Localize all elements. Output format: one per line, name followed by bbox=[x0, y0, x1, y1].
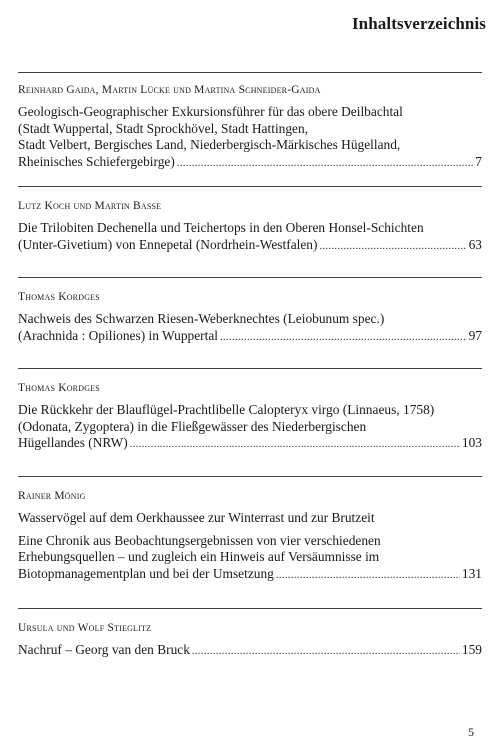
entry-title-line: (Arachnida : Opiliones) in Wuppertal bbox=[18, 327, 219, 343]
toc-entry bbox=[18, 622, 482, 661]
entry-last-line bbox=[18, 566, 482, 585]
entry-authors: Lutz Koch und Martin Basse bbox=[18, 200, 162, 212]
dot-leader bbox=[220, 330, 467, 347]
dot-leader bbox=[319, 239, 466, 256]
dot-leader bbox=[177, 156, 473, 173]
entry-last-line bbox=[18, 642, 482, 661]
entry-title-line: Hügellandes (NRW) bbox=[18, 435, 128, 450]
toc-entry bbox=[18, 490, 482, 584]
divider bbox=[18, 368, 482, 369]
entry-page-number: 97 bbox=[468, 327, 482, 343]
toc-entry bbox=[18, 84, 482, 172]
entry-page-number: 7 bbox=[475, 153, 482, 169]
entry-last-line bbox=[18, 154, 482, 173]
page-number: 5 bbox=[468, 725, 474, 739]
entry-title-line: Nachruf – Georg van den Bruck bbox=[18, 642, 190, 657]
entry-subtitle: Wasservögel auf dem Oerkhaussee zur Winterrast und zur Brutzeit bbox=[18, 510, 375, 525]
toc-entry bbox=[18, 291, 482, 346]
dot-leader bbox=[130, 437, 460, 454]
entry-authors: Reinhard Gaida, Martin Lücke und Martina Schneider-Gaida bbox=[18, 84, 321, 96]
entry-title-line: Rheinisches Schiefergebirge) bbox=[18, 153, 175, 169]
entry-title-line: Biotopmanagementplan und bei der Umsetzung bbox=[18, 565, 274, 581]
entry-title-line: Nachweis des Schwarzen Riesen-Weberknechtes (Leiobunum spec.) bbox=[18, 311, 385, 326]
divider bbox=[18, 72, 482, 73]
entry-title-line: Die Trilobiten Dechenella und Teichertops in den Oberen Honsel-Schichten bbox=[18, 220, 424, 235]
entry-page-number: 103 bbox=[461, 435, 482, 450]
entry-authors: Thomas Kordges bbox=[18, 291, 100, 303]
entry-last-line bbox=[18, 435, 482, 454]
toc-entry bbox=[18, 382, 482, 454]
entry-page-number: 63 bbox=[468, 236, 482, 252]
toc-entry bbox=[18, 200, 482, 255]
entry-page-number: 159 bbox=[461, 642, 482, 657]
entry-title-line: Die Rückkehr der Blauflügel-Prachtlibelle Calopteryx virgo (Linnaeus, 1758) bbox=[18, 402, 435, 417]
divider bbox=[18, 608, 482, 609]
entry-authors: Thomas Kordges bbox=[18, 382, 100, 394]
divider bbox=[18, 476, 482, 477]
dot-leader bbox=[276, 568, 460, 585]
entry-page-number: 131 bbox=[461, 565, 482, 581]
divider bbox=[18, 186, 482, 187]
entry-title-line: Geologisch-Geographischer Exkursionsführer für das obere Deilbachtal bbox=[18, 104, 403, 119]
entry-authors: Ursula und Wolf Stieglitz bbox=[18, 622, 152, 634]
dot-leader bbox=[192, 644, 460, 661]
entry-last-line bbox=[18, 237, 482, 256]
divider bbox=[18, 277, 482, 278]
entry-title-line: Erhebungsquellen – und zugleich ein Hinweis auf Versäumnisse im bbox=[18, 549, 380, 564]
entry-title-line: Eine Chronik aus Beobachtungsergebnissen von vier verschiedenen bbox=[18, 532, 381, 548]
entry-title-line: (Odonata, Zygoptera) in die Fließgewässer des Niederbergischen bbox=[18, 418, 367, 434]
entry-title-line: Stadt Velbert, Bergisches Land, Niederbergisch-Märkisches Hügelland, bbox=[18, 137, 401, 152]
entry-last-line bbox=[18, 328, 482, 347]
entry-authors: Rainer Mönig bbox=[18, 490, 86, 502]
entry-title-line: (Stadt Wuppertal, Stadt Sprockhövel, Stadt Hattingen, bbox=[18, 120, 309, 136]
entry-title-line: (Unter-Givetium) von Ennepetal (Nordrhein-Westfalen) bbox=[18, 236, 318, 252]
page-title: Inhaltsverzeichnis bbox=[351, 14, 486, 33]
